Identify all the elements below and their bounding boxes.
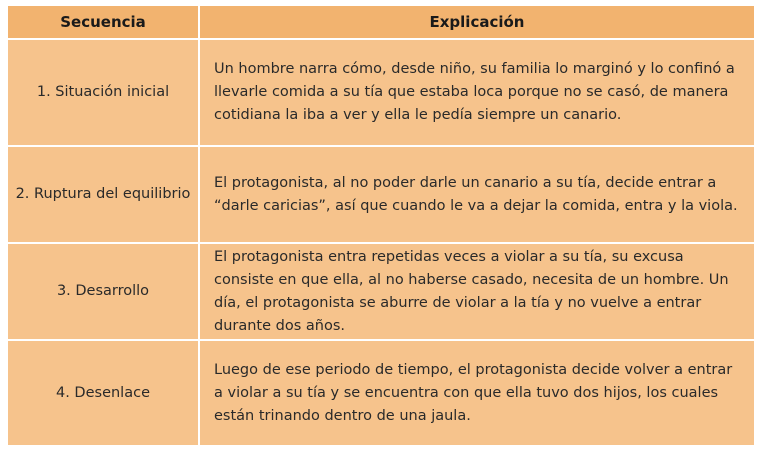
sequence-cell: 3. Desarrollo (8, 243, 199, 340)
table-row (8, 146, 754, 243)
sequence-table-container (8, 6, 754, 445)
explanation-cell: Luego de ese periodo de tiempo, el protagonista decide volver a entrar a violar a su tía y se encuentra con que ella tuvo dos hijos, los cuales están trinando dentro de una jaula. (199, 340, 754, 445)
header-explanation: Explicación (199, 6, 754, 39)
sequence-cell: 4. Desenlace (8, 340, 199, 445)
explanation-cell: El protagonista, al no poder darle un canario a su tía, decide entrar a “darle caricias”, así que cuando le va a dejar la comida, entra y la viola. (199, 146, 754, 243)
sequence-cell: 1. Situación inicial (8, 39, 199, 146)
sequence-cell: 2. Ruptura del equilibrio (8, 146, 199, 243)
table-header-row (8, 6, 754, 39)
table-row (8, 340, 754, 445)
sequence-table (8, 6, 754, 445)
header-sequence: Secuencia (8, 6, 199, 39)
table-row (8, 39, 754, 146)
explanation-cell: El protagonista entra repetidas veces a violar a su tía, su excusa consiste en que ella, al no haberse casado, necesita de un hombre. Un día, el protagonista se aburre de violar a la tía y no vuelve a entrar durante dos años. (199, 243, 754, 340)
table-row (8, 243, 754, 340)
explanation-cell: Un hombre narra cómo, desde niño, su familia lo marginó y lo confinó a llevarle comida a su tía que estaba loca porque no se casó, de manera cotidiana la iba a ver y ella le pedía siempre un canario. (199, 39, 754, 146)
